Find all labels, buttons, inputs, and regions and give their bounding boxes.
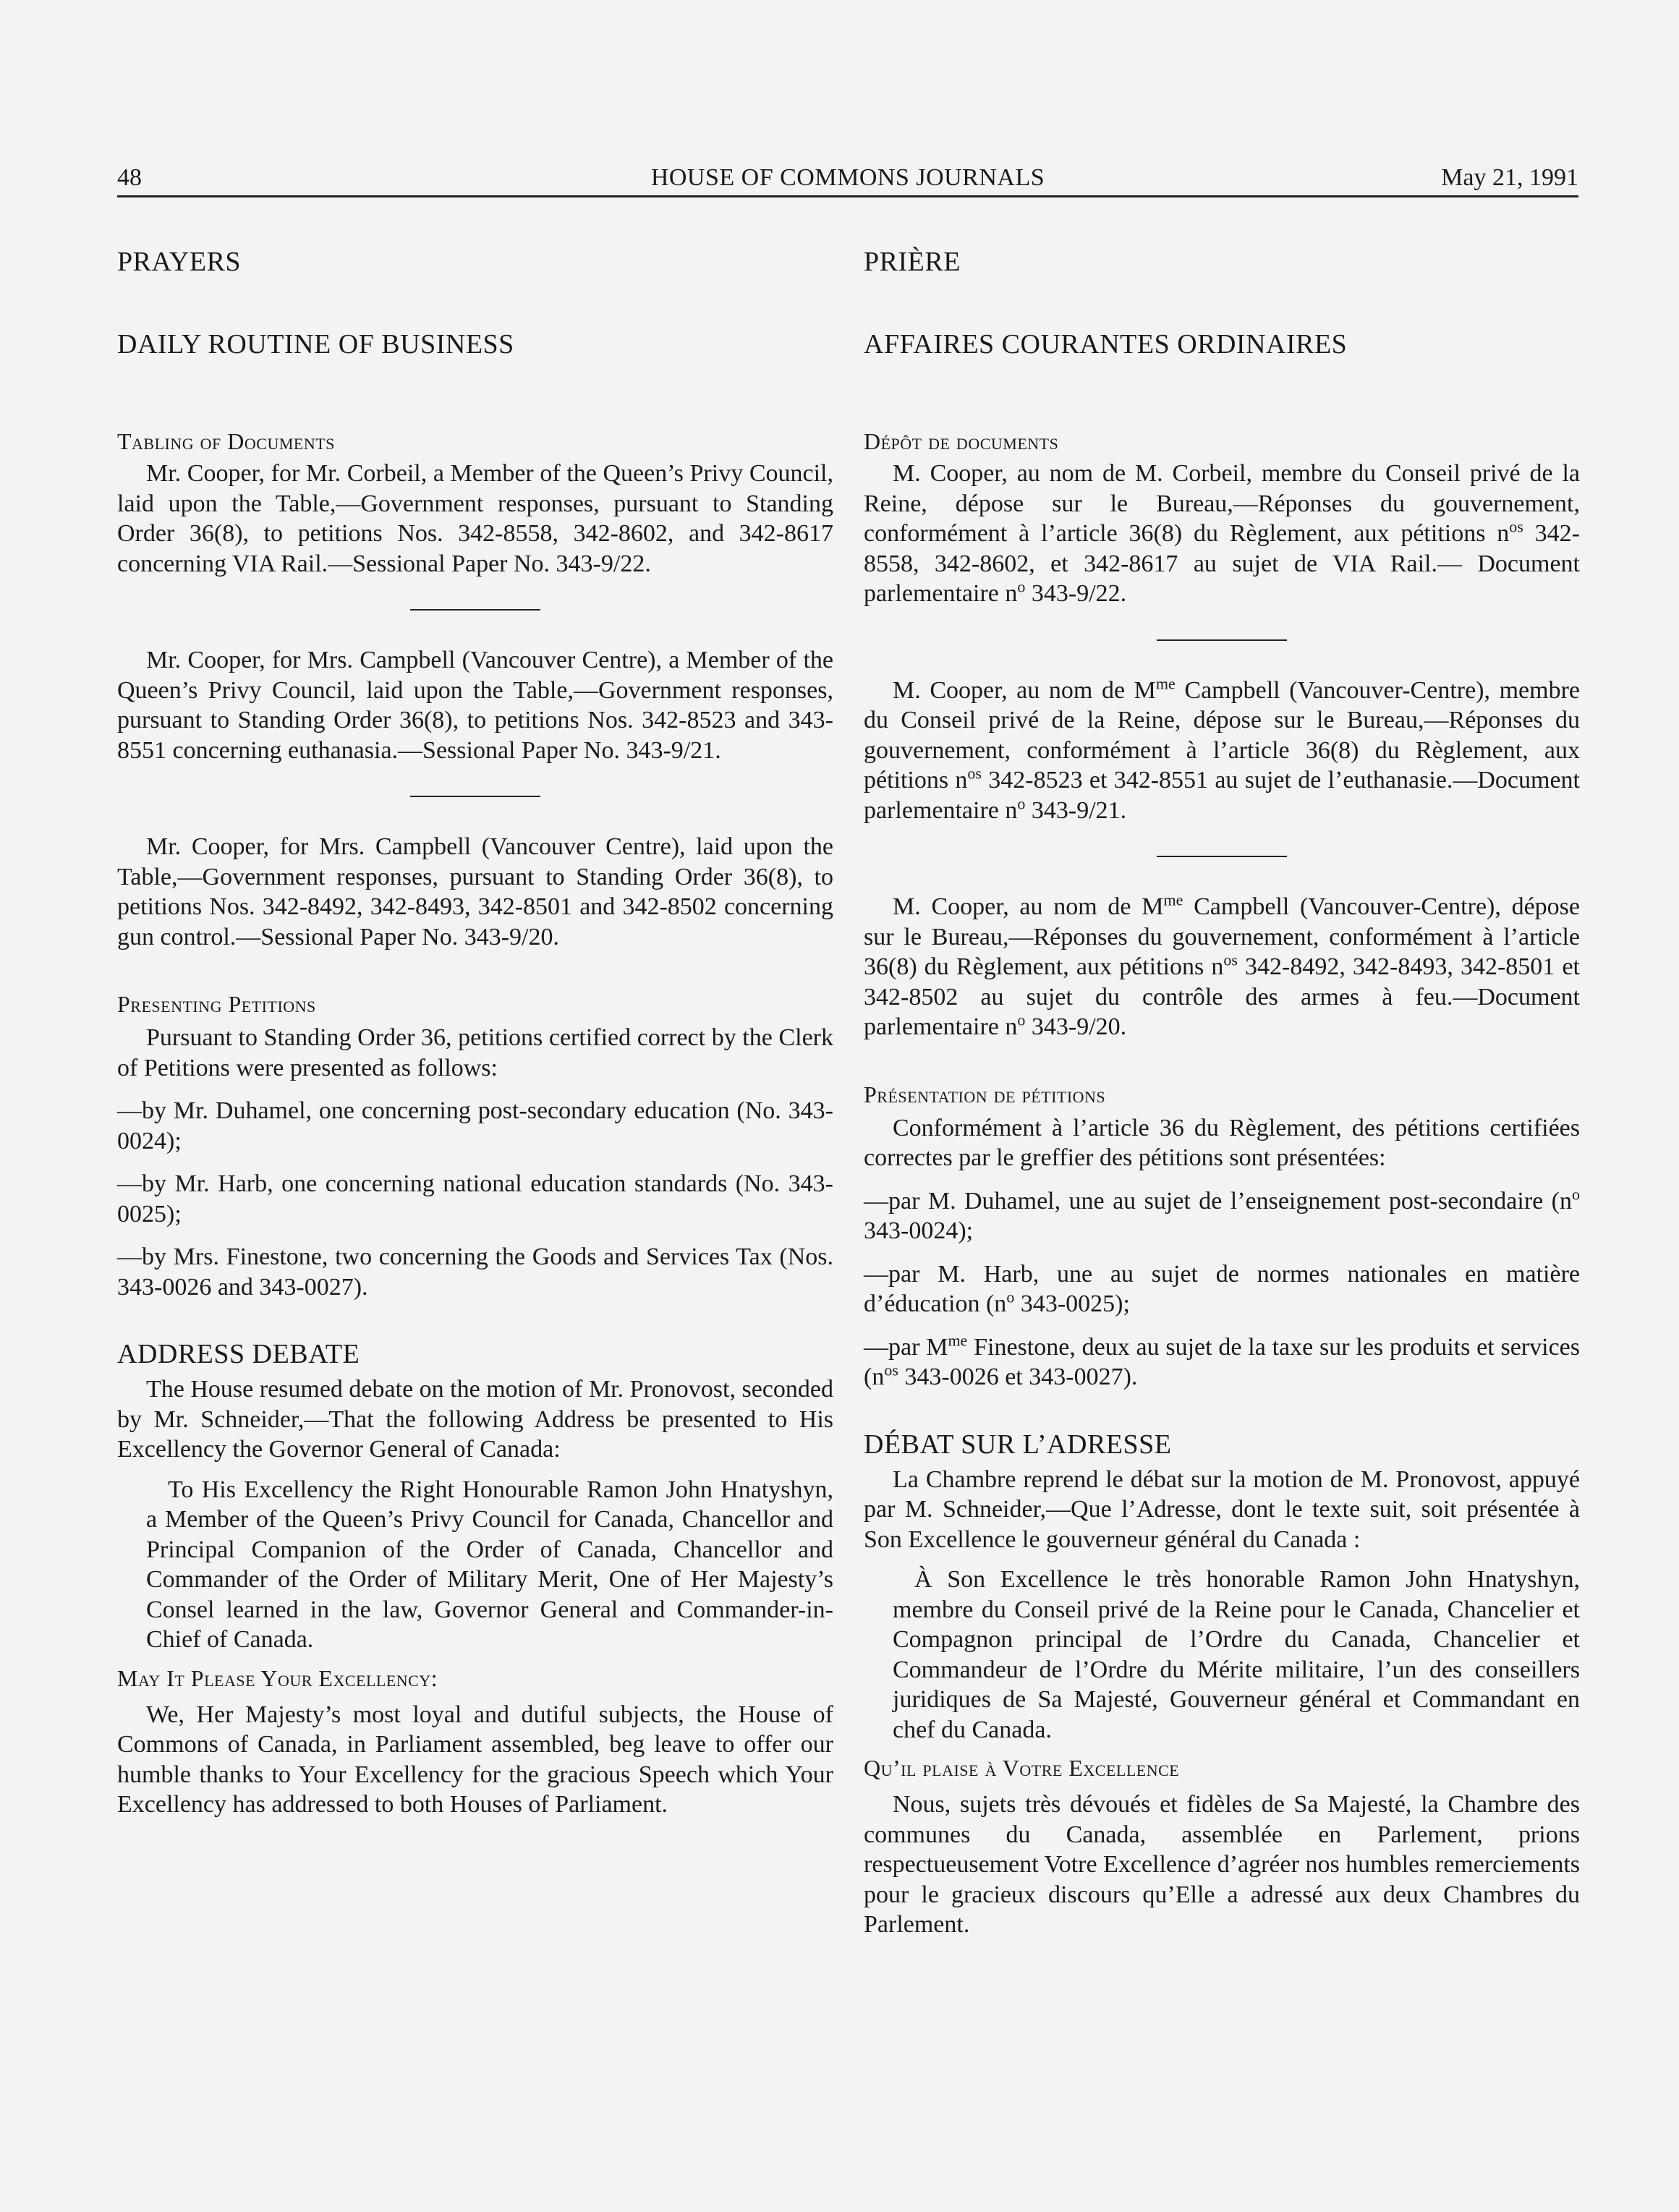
petition-item-3: —by Mrs. Finestone, two concerning the Goods and Services Tax (Nos. 343-0026 and 343-0027). [117,1243,833,1301]
address-body-fr: Nous, sujets très dévoués et fidèles de Sa Majesté, la Chambre des communes du Canada, assemblée en Parlement, prions respectueusement Votre Excellence d’agréer nos humbles remerciements pour le gracieux discours qu’Elle a adressé aux deux Chambres du Parlement. [864,1791,1581,1938]
depot-paragraph-3: M. Cooper, au nom de $M^{me}$ Campbell (Vancouver-Centre), dépose sur le Bureau,—Réponses du gouvernement, conformément à l’article 36(8) du Règlement, aux pétitions $n^{os}$ 342-8492, 342-8493, 342-8501 et 342-8502 au sujet du contrôle des armes à feu.—Document parlementaire $n^o$ 343-9/20. [864,890,1580,1040]
tabling-paragraph-3: Mr. Cooper, for Mrs. Campbell (Vancouver Centre), laid upon the Table,—Government responses, pursuant to Standing Order 36(8), to petitions Nos. 342-8492, 342-8493, 342-8501 and 342-8502 concerning gun control.—Sessional Paper No. 343-9/20. [117,833,833,950]
address-intro: The House resumed debate on the motion of Mr. Pronovost, seconded by Mr. Schneider,—That the following Address be presented to His Excellency the Governor General of Canada: [117,1376,833,1463]
depot-heading: Dépôt de documents [864,428,1059,454]
address-intro-fr: La Chambre reprend le débat sur la motion de M. Pronovost, appuyé par M. Schneider,—Que l’Adresse, dont le texte suit, soit présentée à Son Excellence le gouverneur général du Canada : [864,1466,1580,1553]
petitions-heading: Presenting Petitions [117,991,316,1017]
address-recipient-fr: À Son Excellence le très honorable Ramon John Hnatyshyn, membre du Conseil privé de la Reine pour le Canada, Chancelier et Compagnon principal de l’Ordre du Canada, Chancelier et Commandeur de l’Ordre du Mérite militaire, l’un des conseillers juridiques de Sa Majesté, Gouverneur général et Commandant en chef du Canada. [893,1566,1580,1743]
petitions-intro: Pursuant to Standing Order 36, petitions certified correct by the Clerk of Petitions were presented as follows: [117,1024,833,1081]
page-header [117,158,1578,197]
tabling-heading: Tabling of Documents [117,428,335,454]
tabling-paragraph-2: Mr. Cooper, for Mrs. Campbell (Vancouver Centre), a Member of the Queen’s Privy Council, laid upon the Table,—Government responses, pursuant to Standing Order 36(8), to petitions Nos. 342-8523 and 343-8551 concerning euthanasia.—Sessional Paper No. 343-9/21. [117,647,833,764]
address-recipient: To His Excellency the Right Honourable Ramon John Hnatyshyn, a Member of the Queen’s Privy Council for Canada, Chancellor and Principal Companion of the Order of Canada, Chancellor and Commander of the Order of Military Merit, One of Her Majesty’s Consel learned in the law, Governor General and Commander-in-Chief of Canada. [146,1476,833,1653]
page-number: 48 [117,164,142,191]
quil-plaise-heading: Qu’il plaise à Votre Excellence [864,1755,1180,1781]
petition-item-2: —by Mr. Harb, one concerning national education standards (No. 343-0025); [117,1170,833,1228]
prayers-heading: PRAYERS [117,247,242,277]
petition-item-2-fr: —par M. Harb, une au sujet de normes nationales en matière d’éducation ($n^o$ 343-0025); [864,1260,1580,1317]
journal-date: May 21, 1991 [1441,164,1578,191]
debat-adresse-heading: DÉBAT SUR L’ADRESSE [864,1429,1172,1460]
petitions-intro-fr: Conformément à l’article 36 du Règlement, des pétitions certifiées correctes par le greffier des pétitions sont présentées: [864,1114,1580,1171]
depot-paragraph-2: M. Cooper, au nom de $M^{me}$ Campbell (Vancouver-Centre), membre du Conseil privé de la Reine, dépose sur le Bureau,—Réponses du gouvernement, conformément à l’article 36(8) du Règlement, aux pétitions $n^{os}$ 342-8523 et 342-8551 au sujet de l’euthanasie.—Document parlementaire $n^o$ 343-9/21. [864,674,1581,824]
priere-heading: PRIÈRE [864,247,961,277]
affaires-courantes-heading: AFFAIRES COURANTES ORDINAIRES [864,329,1348,360]
tabling-paragraph-1: Mr. Cooper, for Mr. Corbeil, a Member of the Queen’s Privy Council, laid upon the Table,—Government responses, pursuant to Standing Order 36(8), to petitions Nos. 342-8558, 342-8602, and 342-8617 concerning VIA Rail.—Sessional Paper No. 343-9/22. [117,460,833,577]
may-it-please-heading: May It Please Your Excellency: [117,1664,438,1691]
petition-item-1: —by Mr. Duhamel, one concerning post-secondary education (No. 343-0024); [117,1097,833,1154]
address-debate-heading: ADDRESS DEBATE [117,1339,360,1369]
address-body: We, Her Majesty’s most loyal and dutiful subjects, the House of Commons of Canada, in Parliament assembled, beg leave to offer our humble thanks to Your Excellency for the gracious Speech which Your Excellency has addressed to both Houses of Parliament. [117,1701,833,1818]
petition-item-1-fr: —par M. Duhamel, une au sujet de l’enseignement post-secondaire ($n^o$ 343-0024); [864,1185,1580,1244]
petition-item-3-fr: —par $M^{me}$ Finestone, deux au sujet de la taxe sur les produits et services ($n^{os}$ 343-0026 et 343-0027). [864,1331,1580,1390]
daily-routine-heading: DAILY ROUTINE OF BUSINESS [117,329,514,360]
presentation-petitions-heading: Présentation de pétitions [864,1081,1106,1107]
french-column [864,246,1580,1940]
journal-title: HOUSE OF COMMONS JOURNALS [650,164,1045,191]
depot-paragraph-1: M. Cooper, au nom de M. Corbeil, membre du Conseil privé de la Reine, dépose sur le Bureau,—Réponses du gouvernement, conformément à l’article 36(8) du Règlement, aux pétitions $n^{os}$ 342-8558, 342-8602, et 342-8617 au sujet de VIA Rail.— Document parlementaire $n^o$ 343-9/22. [864,460,1580,607]
english-column [117,246,833,1820]
